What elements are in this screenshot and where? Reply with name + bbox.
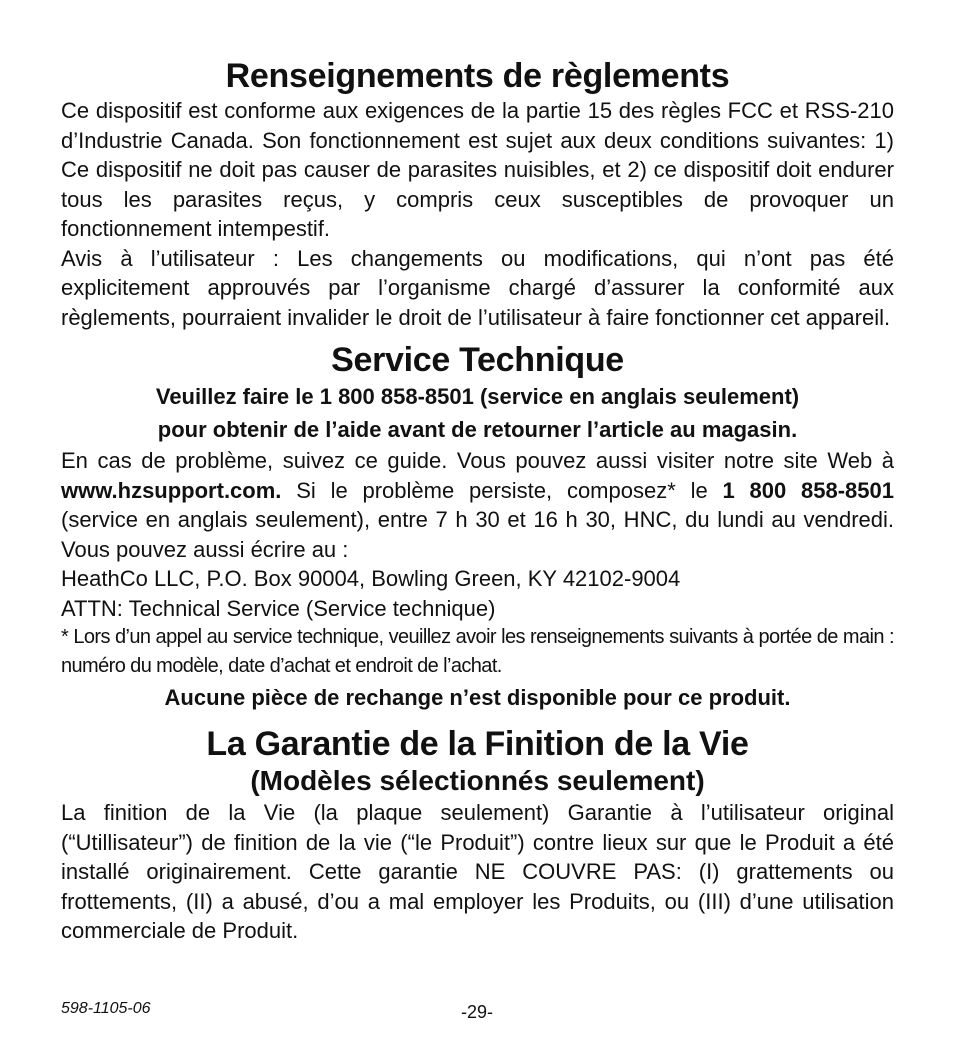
garantie-paragraph: La finition de la Vie (la plaque seulement) Garantie à l’utilisateur original (“Utillisateur”) de finition de la vie (“le Produit”) contre lieux sur que le Produit a été installé originairement. Cette garantie NE COUVRE PAS: (I) grattements ou frottements, (II) a abusé, d’ou a mal employer les Produits, ou (III) d’une utilisation commerciale de Produit. — [61, 800, 894, 943]
service-title: Service Technique — [331, 341, 624, 379]
garantie-title: La Garantie de la Finition de la Vie — [206, 725, 749, 763]
reglements-paragraph-2: Avis à l’utilisateur : Les changements ou modifications, qui n’ont pas été explicitement approuvés par l’organisme chargé d’assurer la conformité aux règlements, pourraient invalider le droit de l’utilisateur à faire fonctionner cet appareil. — [61, 245, 894, 330]
reglements-paragraph-1: Ce dispositif est conforme aux exigences de la partie 15 des règles FCC et RSS-210 d’Industrie Canada. Son fonctionnement est sujet aux deux conditions suivantes: 1) Ce dispositif ne doit pas causer de parasites nuisibles, et 2) ce dispositif doit endurer tous les parasites reçus, y compris ceux susceptibles de provoquer un fonctionnement intempestif. — [61, 98, 894, 241]
document-code: 598-1105-06 — [61, 1000, 151, 1017]
guide-text-b: Si le problème persiste, composez* le — [281, 477, 723, 503]
service-phone-line: Veuillez faire le 1 800 858-8501 (service en anglais seulement) — [155, 384, 800, 409]
service-guide-paragraph — [61, 446, 894, 564]
website-link: www.hzsupport.com. — [61, 477, 282, 503]
no-parts-notice: Aucune pièce de rechange n’est disponible pour ce produit. — [164, 685, 791, 710]
page-footer — [0, 1000, 954, 1022]
guide-text-c: (service en anglais seulement), entre 7 h 30 et 16 h 30, HNC, du lundi au vendredi. Vous pouvez aussi écrire au : — [61, 507, 894, 562]
attention-line: ATTN: Technical Service (Service technique) — [61, 595, 496, 621]
garantie-subtitle: (Modèles sélectionnés seulement) — [250, 765, 705, 796]
reglements-title: Renseignements de règlements — [225, 57, 730, 95]
service-footnote: * Lors d’un appel au service technique, veuillez avoir les renseignements suivants à portée de main : numéro du modèle, date d’achat et endroit de l’achat. — [61, 626, 894, 677]
page-number: -29- — [460, 1002, 493, 1022]
support-phone: 1 800 858-8501 — [722, 477, 894, 503]
service-help-line: pour obtenir de l’aide avant de retourner l’article au magasin. — [157, 417, 798, 442]
guide-text-a: En cas de problème, suivez ce guide. Vous pouvez aussi visiter notre site Web à — [61, 448, 894, 473]
mailing-address: HeathCo LLC, P.O. Box 90004, Bowling Green, KY 42102-9004 — [61, 566, 681, 591]
document-page — [61, 56, 894, 946]
